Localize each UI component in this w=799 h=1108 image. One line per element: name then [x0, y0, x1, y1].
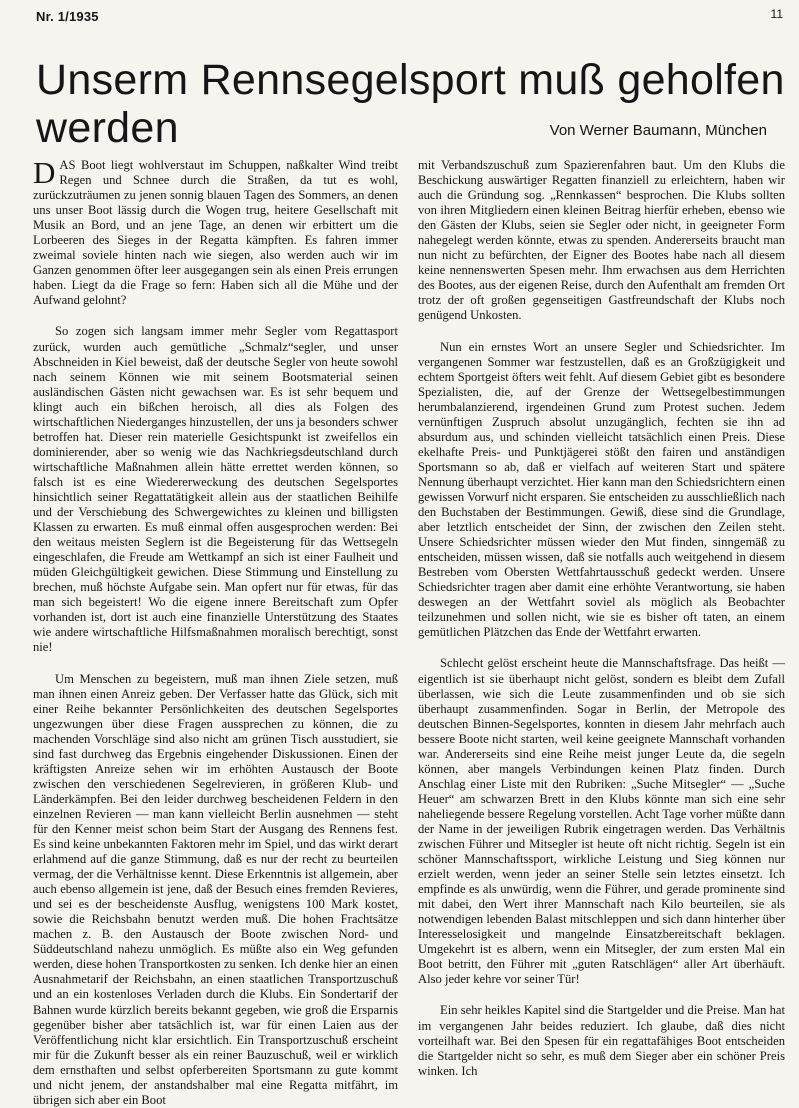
title-line-2: werden [36, 104, 179, 152]
paragraph: mit Verbandszuschuß zum Spazierenfahren baut. Um den Klubs die Beschickung auswärtiger Regatten finanziell zu erleichtern, haben wir auch die Gründung sog. „Rennkassen“ besprochen. Die Klubs sollten von ihren Mitgliedern einen kleinen Beitrag hierfür erheben, ebenso wie den Gästen der Klubs, seien sie Segler oder nicht, in geeigneter Form nahegelegt werden könnte, etwas zu spenden. Andererseits braucht man nun nicht zu befürchten, der Eigner des Bootes habe nach all diesem keine nennenswerten Spesen mehr. Ihm erwachsen aus dem Herrichten des Bootes, aus der eigenen Reise, durch den Aufenthalt am fremden Ort trotz der oft großen gegenseitigen Gastfreundschaft der Klubs noch genügend Unkosten. [418, 158, 785, 323]
right-column [418, 158, 785, 1079]
title-line-1: Unserm Rennsegelsport muß geholfen [36, 56, 785, 104]
left-column [33, 155, 398, 1108]
paragraph: Ein sehr heikles Kapitel sind die Startgelder und die Preise. Man hat im vergangenen Jahr beides reduziert. Ich glaube, daß dies nicht vorteilhaft war. Bei den Spesen für ein regattafähiges Boot entscheiden die Startgelder nicht so sehr, es muß dem Sieger aber ein schöner Preis winken. Ich [418, 1003, 785, 1078]
page-number: 11 [770, 7, 783, 21]
drop-cap: D [33, 155, 56, 190]
paragraph [33, 155, 398, 308]
paragraph: So zogen sich langsam immer mehr Segler vom Regattasport zurück, wurden auch gemütliche „Schmalz“segler, und unser Abschneiden in Kiel beweist, daß der deutsche Segler von heute sowohl nach seinem Können wie mit seinem Bootsmaterial seinen ausländischen Gästen nicht gewachsen war. Es ist sehr bequem und klingt auch ein bißchen heroisch, all dies als Folgen des wirtschaftlichen Niederganges hinzustellen, der uns ja besonders schwer betroffen hat. Dieser rein materielle Gesichtspunkt ist zweifellos ein dominierender, aber so wenig wie das Nachkriegsdeutschland durch wirtschaftliche Maßnahmen allein hätte errettet werden können, so falsch ist es eine Wiedererweckung des deutschen Segelsportes hinsichtlich seiner Regattatätigkeit allein aus der staatlichen Beihilfe und der Verschiebung des Schwergewichtes zu kleinen und billigsten Klassen zu erwarten. Es muß einmal offen ausgesprochen werden: Bei den weitaus meisten Seglern ist die Begeisterung für das Wettsegeln eingeschlafen, die Freude am Wettkampf an sich ist einer Faulheit und müden Gleichgültigkeit gewichen. Diese Stimmung und Einstellung zu brechen, muß höchste Aufgabe sein. Man opfert nur für etwas, für das man sich begeistert! Wo die eigene innere Bereitschaft zum Opfer vorhanden ist, dort ist auch eine finanzielle Unterstützung des Staates wie andere wirtschaftliche Hilfsmaßnahmen moralisch berechtigt, sonst nie! [33, 324, 398, 655]
paragraph-text: AS Boot liegt wohlverstaut im Schuppen, naßkalter Wind treibt Regen und Schnee durch die Straßen, da tut es wohl, zurückzuträumen zu jenen sonnig blauen Tagen des Sommers, an denen uns unser Boot lässig durch die Wogen trug, heitere Gesellschaft mit Musik an Bord, und an jene Tage, an denen wir erbittert um die Lorbeeren des Sieges in der Regatta kämpften. Es fahren immer zweimal soviele hinten nach wie siegen, also werden auch wir im Ganzen genommen öfter leer ausgegangen sein als einen Preis errungen haben. Liegt da die Frage so fern: Haben sich all die Mühe und der Aufwand gelohnt? [33, 158, 398, 308]
author-byline: Von Werner Baumann, München [549, 122, 767, 139]
paragraph: Nun ein ernstes Wort an unsere Segler und Schiedsrichter. Im vergangenen Sommer war festzustellen, daß es an Großzügigkeit und echtem Sportgeist öfters weit fehlt. Auf diesem Gebiet gibt es besondere Spezialisten, die, auf der Grenze der Wettsegelbestimmungen herumbalanzierend, irgendeinen Grund zum Protest suchen. Jedem vernünftigen Zuspruch absolut unzugänglich, fechten sie ihn ad absurdum aus, und schinden vielleicht tatsächlich einen Preis. Diese ekelhafte Preis- und Punktjägerei stößt den fairen und anständigen Sportsmann so ab, daß er vielfach auf weiteren Start und spätere Nennung überhaupt verzichtet. Hier kann man den Schiedsrichtern einen gewissen Vorwurf nicht ersparen. Sie entscheiden zu ausschließlich nach den Buchstaben der Bestimmungen. Gewiß, diese sind die Grundlage, aber letztlich entscheidet der Sinn, der zwischen den Zeilen steht. Unsere Schiedsrichter müssen wieder den Mut finden, sinngemäß zu entscheiden, müssen wissen, daß sie notfalls auch weitgehend in diesem Bestreben vom Obersten Wettfahrtausschuß gedeckt werden. Unsere Schiedsrichter tragen aber damit eine erhöhte Verantwortung, sie haben deswegen an der Wettfahrt soviel als möglich als Beobachter teilzunehmen und sollen nicht, wie sie es bisher oft taten, an einem gemütlichen Plätzchen das Ende der Wettfahrt erwarten. [418, 339, 785, 640]
paragraph: Schlecht gelöst erscheint heute die Mannschaftsfrage. Das heißt — eigentlich ist sie überhaupt nicht gelöst, sondern es bleibt dem Zufall überlassen, wie sich die Leute zusammenfinden und ob sie sich überhaupt zusammenfinden. Sogar in Berlin, der Metropole des deutschen Binnen-Segelsportes, konnten in diesem Jahr mehrfach auch bessere Boote nicht starten, weil keine geeignete Mannschaft vorhanden war. Andererseits sind eine Reihe meist junger Leute da, die segeln können, aber mangels Verbindungen keinen Platz finden. Durch Anschlag einer Liste mit den Rubriken: „Suche Mitsegler“ — „Suche Heuer“ am schwarzen Brett in den Klubs könnte man sich eine sehr naheliegende bessere Regelung vorstellen. Acht Tage vorher müßte dann der Name in der jeweiligen Rubrik eingetragen werden. Das Verhältnis zwischen Führer und Mitsegler ist heute oft nicht richtig. Segeln ist ein schöner Mannschaftssport, wirkliche Leistung und Sieg können nur erzielt werden, wenn jeder an seiner Stelle sein letztes einsetzt. Ich empfinde es als unwürdig, wenn die Führer, und gerade prominente sind mit dabei, den Wert ihrer Mannschaft nach Kilo beurteilen, sie als notwendigen lebenden Balast mitschleppen und sich dann hinterher über Interesselosigkeit und mangelnde Einsatzbereitschaft beklagen. Umgekehrt ist es albern, wenn ein Mitsegler, der zum ersten Mal ein Boot betritt, den Führer mit „guten Ratschlägen“ aller Art überhäuft. Also jeder kehre vor seiner Tür! [418, 656, 785, 987]
paragraph: Um Menschen zu begeistern, muß man ihnen Ziele setzen, muß man ihnen einen Anreiz geben. Der Verfasser hatte das Glück, sich mit einer Reihe bekannter Persönlichkeiten des deutschen Segelsportes ungezwungen über diese Fragen aussprechen zu können, die zu machenden Vorschläge sind also nicht am grünen Tisch ausstudiert, sie sind fast durchweg das Ergebnis eingehender Diskussionen. Einen der kräftigsten Anreize sehen wir im erhöhten Austausch der Boote zwischen den verschiedenen Segelrevieren, in größeren Klub- und Länderkämpfen. Bei den leider durchweg bescheidenen Feldern in den einzelnen Revieren — man kann vielleicht Berlin ausnehmen — steht für den Kenner meist schon beim Start der Ausgang des Rennens fest. Es sind keine unbekannten Faktoren mehr im Spiel, und das wirkt derart erlahmend auf die ganze Stimmung, daß es nur der recht zu beurteilen vermag, der die Verhältnisse kennt. Diese Erkenntnis ist allgemein, aber auch ebenso allgemein ist jene, daß der Besuch eines fremden Revieres, und sei es der bescheidenste Ausflug, wenigstens 100 Mark kostet, sowie die Reichsbahn benutzt werden muß. Die hohen Frachtsätze machen z. B. den Austausch der Boote zwischen Nord- und Süddeutschland nahezu unmöglich. Es müßte also ein Weg gefunden werden, diese hohen Transportkosten zu senken. Ich denke hier an einen Ausnahmetarif der Reichsbahn, an einen staatlichen Transportzuschuß und an ein kostenloses Verladen durch die Klubs. Ein Sondertarif der Bahnen wurde kürzlich bereits bekannt gegeben, wie groß die Ersparnis gegenüber bisher aber tatsächlich ist, war für einen Laien aus der Veröffentlichung nicht klar ersichtlich. Ein Transportzuschuß erscheint mir für die Zukunft besser als ein reiner Bauzuschuß, weil er wirklich dem ernsthaften und selbst opferbereiten Sportsmann zu gute kommt und nicht jenem, der anstandshalber mal eine Regatta mitfährt, im übrigen sich aber ein Boot [33, 671, 398, 1107]
issue-number: Nr. 1/1935 [36, 9, 99, 24]
